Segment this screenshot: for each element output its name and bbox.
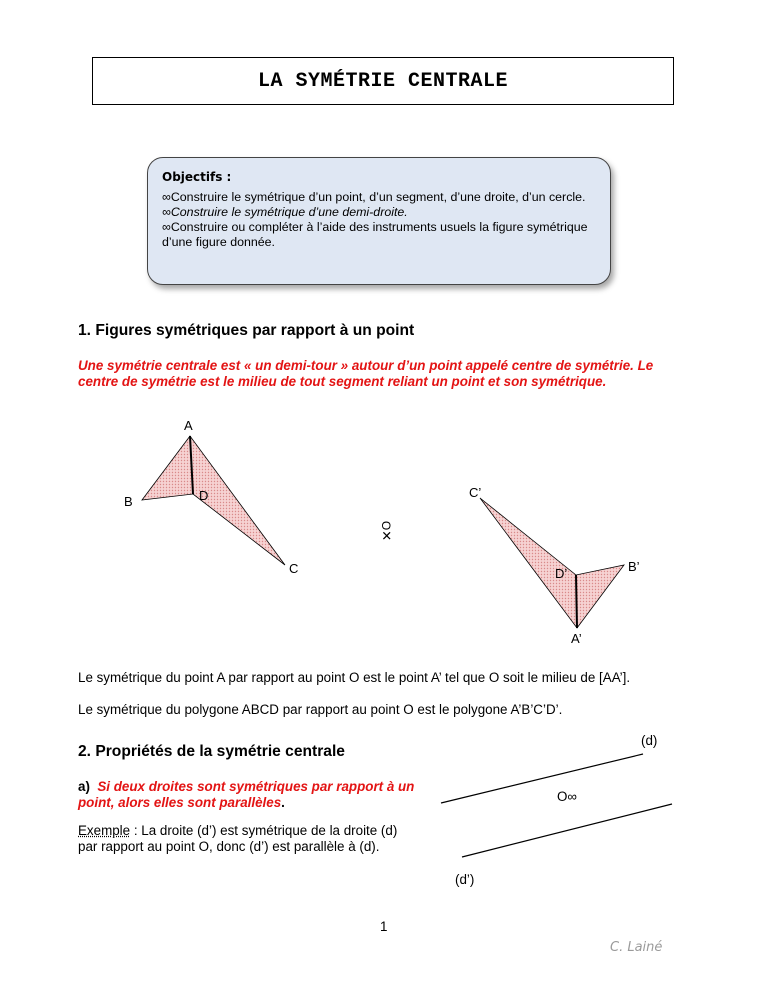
point-c2-label: C’ bbox=[469, 485, 482, 500]
polygon-abcd bbox=[142, 436, 285, 565]
author-signature: C. Lainé bbox=[610, 940, 663, 955]
page-number: 1 bbox=[380, 919, 388, 934]
polygon-a2b2c2d2 bbox=[480, 498, 624, 628]
section1-text-2: Le symétrique du polygone ABCD par rapport au point O est le polygone A’B’C’D’. bbox=[78, 702, 563, 717]
example-word: Exemple bbox=[78, 823, 131, 838]
point-b-label: B bbox=[124, 494, 133, 509]
objective-item: ∞Construire le symétrique d’une demi-droite. bbox=[162, 205, 408, 219]
section2-heading: 2. Propriétés de la symétrie centrale bbox=[78, 743, 345, 760]
section1-text-1: Le symétrique du point A par rapport au point O est le point A’ tel que O soit le milieu de [AA’]. bbox=[78, 670, 631, 685]
point-c-label: C bbox=[289, 561, 299, 576]
objective-item: ∞Construire ou compléter à l’aide des instruments usuels la figure symétrique d’une figure donnée. bbox=[162, 220, 588, 249]
property-a-prefix: a) bbox=[78, 779, 90, 794]
objective-item: ∞Construire le symétrique d’un point, d’un segment, d’une droite, d’un cercle. bbox=[162, 190, 586, 204]
objectives-heading: Objectifs : bbox=[162, 170, 232, 184]
page-title: LA SYMÉTRIE CENTRALE bbox=[257, 69, 509, 93]
line-d-prime bbox=[462, 804, 672, 857]
property-a: a) Si deux droites sont symétriques par rapport à un point, alors elles sont parallèles. bbox=[78, 779, 415, 810]
cross-icon: ✕ bbox=[379, 530, 394, 542]
point-o-mark: ∞ bbox=[567, 789, 577, 804]
segment-a2d2 bbox=[576, 575, 577, 628]
point-o-label: O∞ bbox=[557, 789, 577, 804]
point-b2-label: B’ bbox=[628, 559, 640, 574]
point-d-label: D bbox=[199, 488, 209, 503]
line-d bbox=[441, 754, 643, 803]
section1-heading: 1. Figures symétriques par rapport à un point bbox=[78, 322, 415, 339]
property-a-text: Si deux droites sont symétriques par rapport à un point, alors elles sont parallèles bbox=[78, 779, 415, 810]
example-text: Exemple : La droite (d’) est symétrique de la droite (d) par rapport au point O, donc (d’) est parallèle à (d). bbox=[78, 823, 398, 854]
point-a-label: A bbox=[184, 418, 193, 433]
bullet-icon: ∞ bbox=[162, 220, 171, 234]
line-d-prime-label: (d’) bbox=[455, 872, 475, 887]
section1-definition: Une symétrie centrale est « un demi-tour » autour d’un point appelé centre de symétrie. Le centre de symétrie est le milieu de tout segment reliant un point et son symétrique. bbox=[78, 358, 654, 389]
bullet-icon: ∞ bbox=[162, 205, 171, 219]
line-d-label: (d) bbox=[641, 733, 658, 748]
point-a2-label: A’ bbox=[571, 631, 582, 646]
bullet-icon: ∞ bbox=[162, 190, 171, 204]
center-o-mark: O✕ bbox=[379, 520, 394, 542]
point-d2-label: D’ bbox=[555, 566, 568, 581]
